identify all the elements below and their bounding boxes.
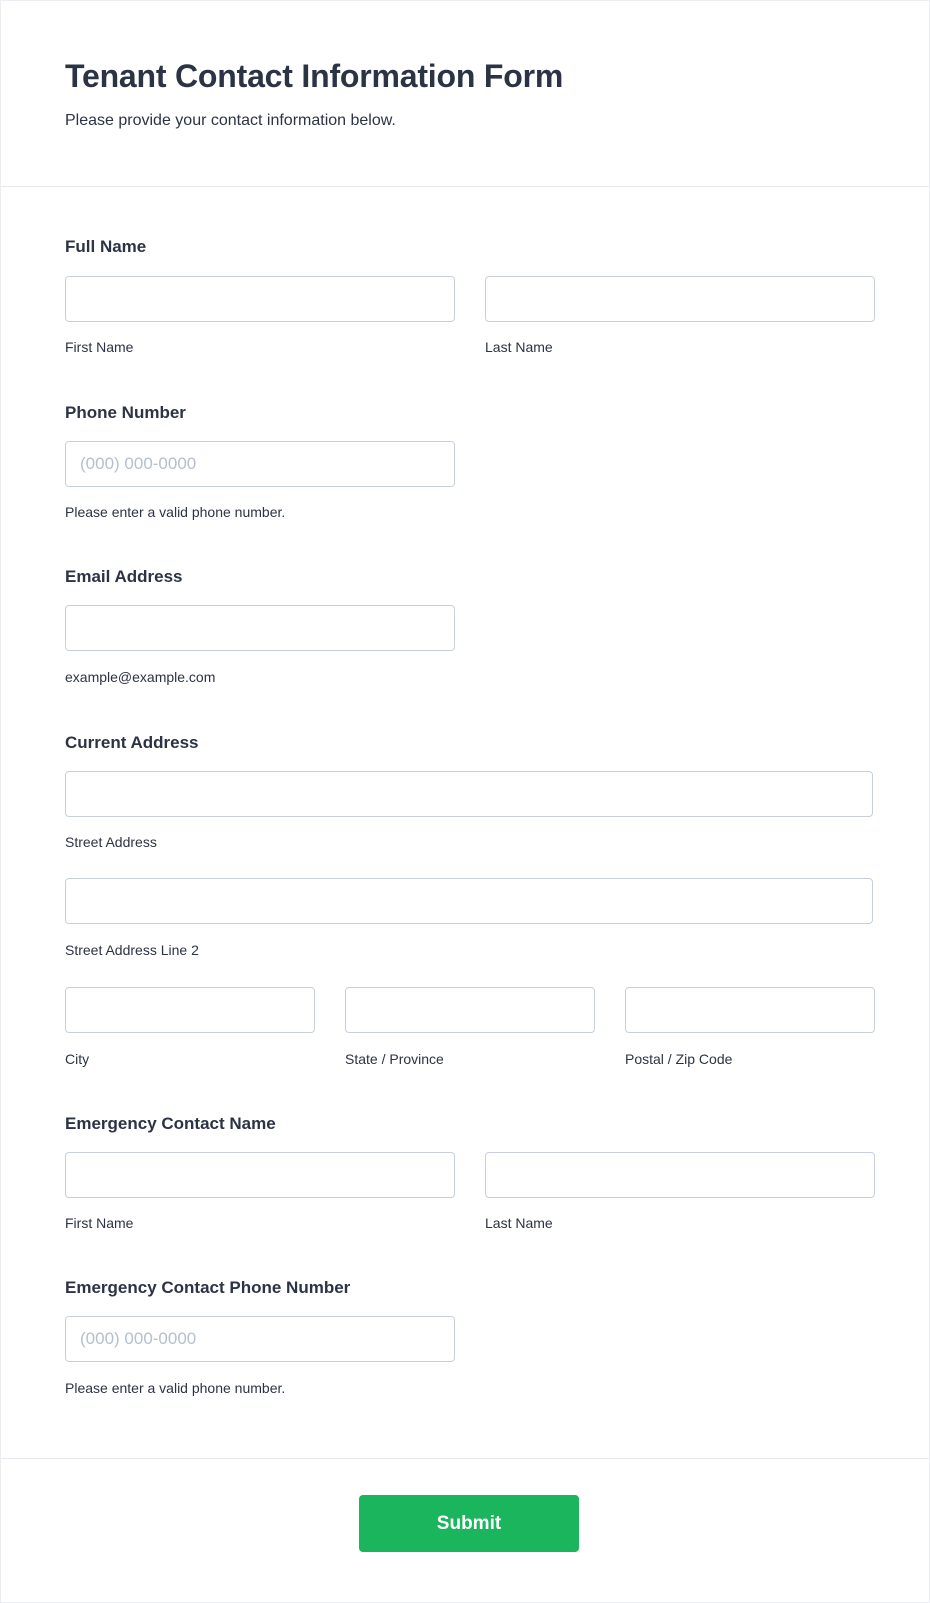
email-input[interactable] xyxy=(65,605,455,651)
first-name-cell xyxy=(65,276,455,322)
email-label: Email Address xyxy=(65,567,183,586)
emergency-last-name-sublabel: Last Name xyxy=(485,1215,553,1231)
city-state-zip-sublabels-row xyxy=(65,1051,873,1067)
emergency-first-name-cell xyxy=(65,1152,455,1198)
state-input[interactable] xyxy=(345,987,595,1033)
last-name-cell xyxy=(485,276,875,322)
emergency-phone-input[interactable] xyxy=(65,1316,455,1362)
form-body xyxy=(1,237,929,1552)
emergency-name-sublabels-row xyxy=(65,1215,873,1231)
emergency-phone-input-row xyxy=(65,1316,873,1362)
zip-cell xyxy=(625,987,875,1033)
state-sublabel: State / Province xyxy=(345,1051,444,1067)
full-name-label: Full Name xyxy=(65,237,147,256)
phone-input[interactable] xyxy=(65,441,455,487)
phone-label: Phone Number xyxy=(65,403,186,422)
phone-cell xyxy=(65,441,455,487)
city-state-zip-row xyxy=(65,987,873,1033)
last-name-sublabel: Last Name xyxy=(485,339,553,355)
submit-divider xyxy=(1,1458,930,1459)
full-name-inputs-row xyxy=(65,276,873,322)
emergency-phone-hint: Please enter a valid phone number. xyxy=(65,1380,286,1396)
emergency-phone-label: Emergency Contact Phone Number xyxy=(65,1278,351,1297)
email-cell xyxy=(65,605,455,651)
emergency-phone-cell xyxy=(65,1316,455,1362)
submit-button[interactable]: Submit xyxy=(359,1495,579,1552)
street-address-input[interactable] xyxy=(65,771,873,817)
page-subtitle: Please provide your contact information below. xyxy=(65,112,396,129)
emergency-name-inputs-row xyxy=(65,1152,873,1198)
zip-sublabel: Postal / Zip Code xyxy=(625,1051,733,1067)
email-hint: example@example.com xyxy=(65,669,216,685)
street-address2-input[interactable] xyxy=(65,878,873,924)
city-input[interactable] xyxy=(65,987,315,1033)
emergency-name-label: Emergency Contact Name xyxy=(65,1114,276,1133)
street-address2-sublabel: Street Address Line 2 xyxy=(65,942,199,958)
phone-hint: Please enter a valid phone number. xyxy=(65,504,286,520)
city-sublabel: City xyxy=(65,1051,90,1067)
state-cell xyxy=(345,987,595,1033)
emergency-first-name-sublabel: First Name xyxy=(65,1215,134,1231)
city-cell xyxy=(65,987,315,1033)
first-name-input[interactable] xyxy=(65,276,455,322)
form-header xyxy=(1,1,929,187)
first-name-sublabel: First Name xyxy=(65,339,134,355)
emergency-first-name-input[interactable] xyxy=(65,1152,455,1198)
full-name-sublabels-row xyxy=(65,339,873,355)
page-title: Tenant Contact Information Form xyxy=(65,58,564,94)
zip-input[interactable] xyxy=(625,987,875,1033)
street-address-sublabel: Street Address xyxy=(65,834,157,850)
phone-input-row xyxy=(65,441,873,487)
email-input-row xyxy=(65,605,873,651)
address-label: Current Address xyxy=(65,733,199,752)
last-name-input[interactable] xyxy=(485,276,875,322)
emergency-last-name-input[interactable] xyxy=(485,1152,875,1198)
emergency-last-name-cell xyxy=(485,1152,875,1198)
submit-row xyxy=(65,1495,873,1552)
